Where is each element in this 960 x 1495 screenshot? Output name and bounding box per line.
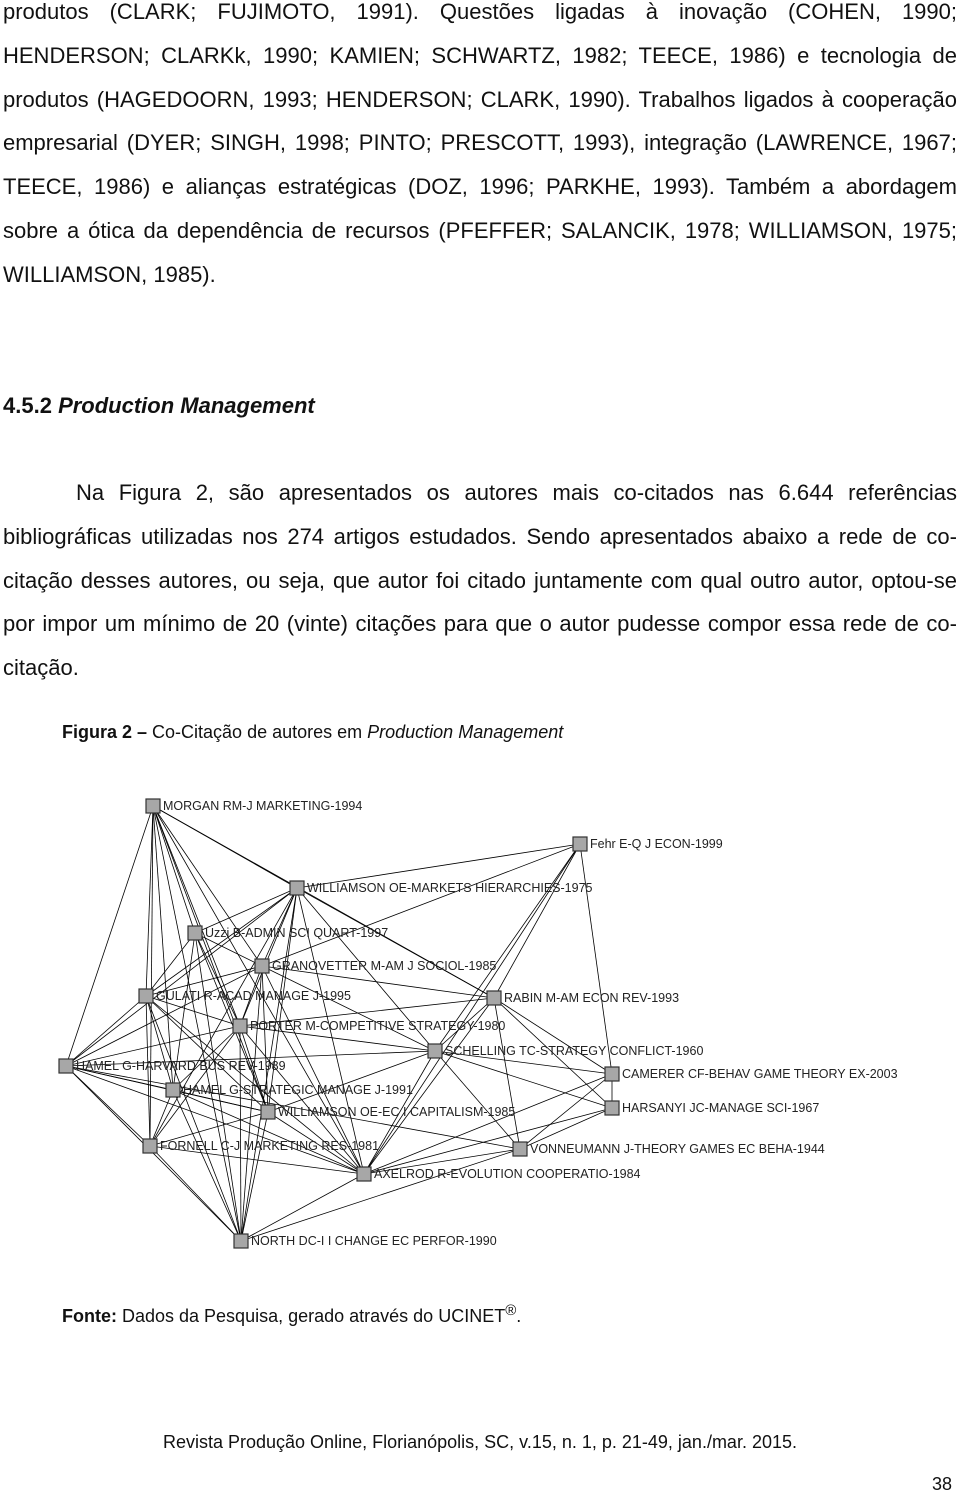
- co-citation-network-figure: [40, 776, 920, 1256]
- network-edge: [262, 844, 580, 966]
- network-node-marker: [255, 959, 269, 973]
- network-node-label: HARSANYI JC-MANAGE SCI-1967: [622, 1101, 820, 1115]
- network-edge: [150, 1090, 173, 1146]
- figure-source: [62, 1297, 521, 1330]
- network-node-label: PORTER M-COMPETITIVE STRATEGY-1980: [250, 1019, 506, 1033]
- network-node-label: GRANOVETTER M-AM J SOCIOL-1985: [272, 959, 497, 973]
- network-node-label: NORTH DC-I I CHANGE EC PERFOR-1990: [251, 1234, 497, 1248]
- network-node-label: HAMEL G-HARVARD BUS REV-1989: [76, 1059, 286, 1073]
- network-node-marker: [166, 1083, 180, 1097]
- network-edge: [146, 996, 173, 1090]
- source-label: Fonte:: [62, 1306, 117, 1326]
- network-node: [146, 799, 362, 813]
- network-node-label: RABIN M-AM ECON REV-1993: [504, 991, 680, 1005]
- network-edge: [241, 1112, 268, 1241]
- section-title: Production Management: [58, 393, 315, 418]
- section-heading: [3, 386, 315, 426]
- page-footer: Revista Produção Online, Florianópolis, SC, v.15, n. 1, p. 21-49, jan./mar. 2015.: [162, 1432, 797, 1452]
- section-number: 4.5.2: [3, 393, 52, 418]
- network-node: [605, 1067, 898, 1081]
- network-node: [487, 991, 679, 1005]
- network-node-label: Uzzi B-ADMIN SCI QUART-1997: [205, 926, 389, 940]
- network-node-label: SCHELLING TC-STRATEGY CONFLICT-1960: [445, 1044, 704, 1058]
- network-node: [188, 926, 388, 940]
- network-node: [428, 1044, 703, 1058]
- network-node-label: GULATI R-ACAD MANAGE J-1995: [156, 989, 351, 1003]
- network-nodes: [59, 799, 898, 1248]
- network-node-marker: [605, 1101, 619, 1115]
- network-edge: [494, 998, 612, 1074]
- network-node: [234, 1234, 497, 1248]
- body-paragraph-1: produtos (CLARK; FUJIMOTO, 1991). Questões ligadas à inovação (COHEN, 1990; HENDERSON; CLARKk, 1990; KAMIEN; SCHWARTZ, 1982; TEECE, 1986) e tecnologia de produtos (HAGEDOORN, 1993; HENDERSON; CLARK, 1990). Trabalhos ligados à cooperação empresarial (DYER; SINGH, 1998; PINTO; PRESCOTT, 1993), integração (LAWRENCE, 1967; TEECE, 1986) e alianças estratégicas (DOZ, 1996; PARKHE, 1993). Também a abordagem sobre a ótica da dependência de recursos (PFEFFER; SALANCIK, 1978; WILLIAMSON, 1975; WILLIAMSON, 1985).: [3, 0, 957, 287]
- body-paragraph-2: Na Figura 2, são apresentados os autores mais co-citados nas 6.644 referências bibliográficas utilizadas nos 274 artigos estudados. Sendo apresentados abaixo a rede de co-citação desses autores, ou seja, que autor foi citado juntamente com qual outro autor, optou-se por impor um mínimo de 20 (vinte) citações para que o autor pudesse compor essa rede de co-citação.: [3, 480, 957, 681]
- network-edge: [173, 1090, 241, 1241]
- network-node: [290, 881, 593, 895]
- network-edge: [262, 966, 435, 1051]
- network-node-label: MORGAN RM-J MARKETING-1994: [163, 799, 363, 813]
- network-edge: [66, 806, 153, 1066]
- network-node-marker: [59, 1059, 73, 1073]
- page-number: 38: [931, 1474, 952, 1494]
- network-node: [166, 1083, 413, 1097]
- network-node-marker: [605, 1067, 619, 1081]
- network-node: [357, 1167, 641, 1181]
- figure-caption-text: Co-Citação de autores em: [152, 722, 368, 742]
- network-edge: [580, 844, 612, 1074]
- network-node-marker: [188, 926, 202, 940]
- network-node-marker: [233, 1019, 247, 1033]
- figure-caption-label: Figura 2: [62, 722, 133, 742]
- network-edge: [494, 844, 580, 998]
- network-edge: [435, 1051, 612, 1108]
- source-end: .: [516, 1306, 522, 1326]
- figure-caption-italic: Production Management: [367, 722, 564, 742]
- network-node-label: AXELROD R-EVOLUTION COOPERATIO-1984: [374, 1167, 641, 1181]
- network-node: [573, 837, 723, 851]
- network-edge: [173, 1026, 240, 1090]
- network-edge: [268, 1051, 435, 1112]
- network-node-label: Fehr E-Q J ECON-1999: [590, 837, 723, 851]
- source-text: Dados da Pesquisa, gerado através do UCINET: [116, 1306, 506, 1326]
- network-node: [233, 1019, 505, 1033]
- network-node-marker: [487, 991, 501, 1005]
- registered-mark: ®: [505, 1302, 517, 1319]
- network-edge: [241, 1174, 364, 1241]
- network-node-marker: [139, 989, 153, 1003]
- network-node: [513, 1142, 825, 1156]
- network-node-marker: [261, 1105, 275, 1119]
- network-node-marker: [146, 799, 160, 813]
- network-edge: [150, 1146, 241, 1241]
- network-node-marker: [513, 1142, 527, 1156]
- network-node: [261, 1105, 515, 1119]
- network-node-marker: [143, 1139, 157, 1153]
- network-node: [139, 989, 351, 1003]
- network-node-marker: [428, 1044, 442, 1058]
- figure-caption: [62, 718, 563, 746]
- network-node: [143, 1139, 379, 1153]
- network-node-label: CAMERER CF-BEHAV GAME THEORY EX-2003: [622, 1067, 898, 1081]
- network-node: [255, 959, 496, 973]
- network-node-marker: [357, 1167, 371, 1181]
- figure-caption-dash: –: [132, 722, 153, 742]
- network-edge: [297, 888, 494, 998]
- network-edge: [435, 1051, 520, 1149]
- network-edge: [66, 1066, 150, 1146]
- network-node-marker: [573, 837, 587, 851]
- network-node-label: HAMEL G-STRATEGIC MANAGE J-1991: [183, 1083, 413, 1097]
- network-node: [605, 1101, 819, 1115]
- network-edge: [241, 1149, 520, 1241]
- network-node: [59, 1059, 286, 1073]
- network-edge: [146, 996, 241, 1241]
- network-node-label: WILLIAMSON OE-EC I CAPITALISM-1985: [278, 1105, 516, 1119]
- network-node-label: FORNELL C-J MARKETING RES-1981: [160, 1139, 380, 1153]
- network-node-label: WILLIAMSON OE-MARKETS HIERARCHIES-1975: [307, 881, 593, 895]
- network-node-marker: [234, 1234, 248, 1248]
- network-node-label: VONNEUMANN J-THEORY GAMES EC BEHA-1944: [530, 1142, 825, 1156]
- network-node-marker: [290, 881, 304, 895]
- network-edge: [66, 966, 262, 1066]
- network-edge: [153, 806, 195, 933]
